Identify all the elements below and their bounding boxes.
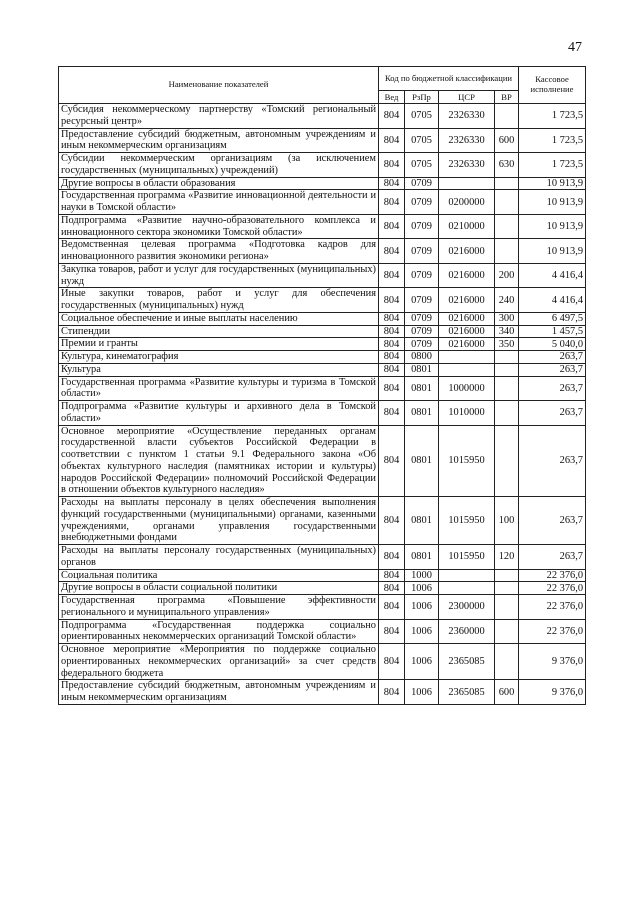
row-csr: 0216000 [439, 263, 495, 288]
table-row [59, 582, 586, 595]
table-row [59, 644, 586, 680]
row-csr: 0216000 [439, 325, 495, 338]
row-vr: 120 [495, 545, 519, 570]
row-rzpr: 1006 [405, 680, 439, 705]
table-row [59, 153, 586, 178]
row-ved: 804 [379, 425, 405, 497]
header-ved: Вед [379, 91, 405, 104]
row-amount: 263,7 [519, 363, 586, 376]
row-rzpr: 1006 [405, 644, 439, 680]
row-csr: 2360000 [439, 619, 495, 644]
row-vr [495, 104, 519, 129]
row-csr: 2326330 [439, 128, 495, 153]
row-ved: 804 [379, 363, 405, 376]
row-amount: 10 913,9 [519, 190, 586, 215]
row-rzpr: 0801 [405, 425, 439, 497]
row-rzpr: 0709 [405, 214, 439, 239]
row-csr: 1015950 [439, 425, 495, 497]
row-vr: 300 [495, 312, 519, 325]
row-ved: 804 [379, 376, 405, 401]
table-row [59, 569, 586, 582]
row-name: Культура, кинематография [59, 351, 379, 364]
table-body [59, 104, 586, 705]
header-code-group: Код по бюджетной классификации [379, 67, 519, 91]
row-amount: 263,7 [519, 376, 586, 401]
row-amount: 4 416,4 [519, 263, 586, 288]
row-rzpr: 0801 [405, 401, 439, 426]
row-amount: 22 376,0 [519, 582, 586, 595]
row-vr [495, 177, 519, 190]
row-ved: 804 [379, 582, 405, 595]
row-amount: 263,7 [519, 351, 586, 364]
row-csr: 2365085 [439, 680, 495, 705]
row-amount: 5 040,0 [519, 338, 586, 351]
table-row [59, 263, 586, 288]
row-csr [439, 582, 495, 595]
row-amount: 263,7 [519, 497, 586, 545]
row-amount: 22 376,0 [519, 619, 586, 644]
row-vr: 350 [495, 338, 519, 351]
row-vr [495, 214, 519, 239]
row-ved: 804 [379, 239, 405, 264]
table-row [59, 128, 586, 153]
table-row [59, 177, 586, 190]
table-row [59, 288, 586, 313]
row-amount: 1 457,5 [519, 325, 586, 338]
row-vr [495, 595, 519, 620]
row-amount: 10 913,9 [519, 214, 586, 239]
row-csr: 0216000 [439, 239, 495, 264]
table-row [59, 401, 586, 426]
row-rzpr: 1000 [405, 569, 439, 582]
row-name: Другие вопросы в области социальной политики [59, 582, 379, 595]
row-ved: 804 [379, 288, 405, 313]
row-ved: 804 [379, 190, 405, 215]
row-rzpr: 0801 [405, 363, 439, 376]
row-amount: 263,7 [519, 425, 586, 497]
row-vr [495, 239, 519, 264]
header-rzpr: РзПр [405, 91, 439, 104]
row-vr [495, 425, 519, 497]
row-name: Иные закупки товаров, работ и услуг для обеспечения государственных (муниципальных) нужд [59, 288, 379, 313]
row-amount: 22 376,0 [519, 569, 586, 582]
row-ved: 804 [379, 153, 405, 178]
row-name: Государственная программа «Развитие культуры и туризма в Томской области» [59, 376, 379, 401]
row-name: Культура [59, 363, 379, 376]
row-csr: 1015950 [439, 545, 495, 570]
row-name: Субсидия некоммерческому партнерству «Томский региональный ресурсный центр» [59, 104, 379, 129]
row-csr: 1010000 [439, 401, 495, 426]
row-ved: 804 [379, 569, 405, 582]
row-amount: 1 723,5 [519, 153, 586, 178]
row-rzpr: 1006 [405, 595, 439, 620]
table-row [59, 363, 586, 376]
row-vr: 200 [495, 263, 519, 288]
row-csr: 2326330 [439, 104, 495, 129]
row-vr [495, 582, 519, 595]
table-row [59, 425, 586, 497]
row-amount: 9 376,0 [519, 644, 586, 680]
row-ved: 804 [379, 595, 405, 620]
row-name: Расходы на выплаты персоналу в целях обеспечения выполнения функций государственными (муниципальными) органами, казенными учреждениями, органами управления государственными внебюджетными фондами [59, 497, 379, 545]
row-vr [495, 351, 519, 364]
row-amount: 1 723,5 [519, 104, 586, 129]
row-csr [439, 363, 495, 376]
row-ved: 804 [379, 644, 405, 680]
row-csr: 2300000 [439, 595, 495, 620]
row-ved: 804 [379, 263, 405, 288]
row-vr [495, 401, 519, 426]
row-name: Субсидии некоммерческим организациям (за исключением государственных (муниципальных) учреждений) [59, 153, 379, 178]
table-row [59, 497, 586, 545]
row-name: Стипендии [59, 325, 379, 338]
row-vr: 100 [495, 497, 519, 545]
row-csr: 0216000 [439, 312, 495, 325]
row-ved: 804 [379, 128, 405, 153]
row-name: Премии и гранты [59, 338, 379, 351]
row-ved: 804 [379, 325, 405, 338]
table-row [59, 545, 586, 570]
row-rzpr: 0705 [405, 104, 439, 129]
row-ved: 804 [379, 177, 405, 190]
row-name: Закупка товаров, работ и услуг для государственных (муниципальных) нужд [59, 263, 379, 288]
row-rzpr: 0705 [405, 153, 439, 178]
row-name: Социальное обеспечение и иные выплаты населению [59, 312, 379, 325]
row-amount: 4 416,4 [519, 288, 586, 313]
row-name: Расходы на выплаты персоналу государственных (муниципальных) органов [59, 545, 379, 570]
row-ved: 804 [379, 497, 405, 545]
row-vr [495, 644, 519, 680]
header-amount-column: Кассовое исполнение [519, 67, 586, 104]
row-csr: 2326330 [439, 153, 495, 178]
header-name-column: Наименование показателей [59, 67, 379, 104]
table-row [59, 595, 586, 620]
row-name: Основное мероприятие «Осуществление переданных органам государственной власти субъектов Российской Федерации в соответствии с пунктом 1 статьи 9.1 Федерального закона «Об объектах культурного наследия (памятниках истории и культуры) народов Российской Федерации» полномочий Российской Федерации в отношении объектов культурного наследия» [59, 425, 379, 497]
row-name: Ведомственная целевая программа «Подготовка кадров для инновационного развития экономики региона» [59, 239, 379, 264]
row-amount: 10 913,9 [519, 177, 586, 190]
row-amount: 263,7 [519, 545, 586, 570]
row-ved: 804 [379, 312, 405, 325]
row-ved: 804 [379, 545, 405, 570]
table-row [59, 338, 586, 351]
row-name: Подпрограмма «Развитие культуры и архивного дела в Томской области» [59, 401, 379, 426]
header-csr: ЦСР [439, 91, 495, 104]
row-name: Предоставление субсидий бюджетным, автономным учреждениям и иным некоммерческим организациям [59, 680, 379, 705]
page-number: 47 [568, 40, 582, 55]
row-rzpr: 0801 [405, 376, 439, 401]
row-rzpr: 0709 [405, 177, 439, 190]
table-row [59, 680, 586, 705]
row-vr [495, 190, 519, 215]
row-name: Другие вопросы в области образования [59, 177, 379, 190]
table-row [59, 619, 586, 644]
row-ved: 804 [379, 680, 405, 705]
table-row [59, 325, 586, 338]
row-name: Государственная программа «Повышение эффективности регионального и муниципального управления» [59, 595, 379, 620]
row-name: Государственная программа «Развитие инновационной деятельности и науки в Томской области» [59, 190, 379, 215]
row-vr: 630 [495, 153, 519, 178]
row-csr: 1000000 [439, 376, 495, 401]
table-row [59, 312, 586, 325]
table-row [59, 351, 586, 364]
row-amount: 10 913,9 [519, 239, 586, 264]
row-ved: 804 [379, 338, 405, 351]
row-ved: 804 [379, 214, 405, 239]
row-name: Основное мероприятие «Мероприятия по поддержке социально ориентированных некоммерческих организаций» за счет средств федерального бюджета [59, 644, 379, 680]
row-ved: 804 [379, 351, 405, 364]
row-amount: 263,7 [519, 401, 586, 426]
row-rzpr: 0709 [405, 338, 439, 351]
row-rzpr: 0800 [405, 351, 439, 364]
row-csr: 1015950 [439, 497, 495, 545]
row-rzpr: 0709 [405, 239, 439, 264]
table-row [59, 104, 586, 129]
row-ved: 804 [379, 619, 405, 644]
row-rzpr: 0709 [405, 325, 439, 338]
row-name: Предоставление субсидий бюджетным, автономным учреждениям и иным некоммерческим организациям [59, 128, 379, 153]
row-vr [495, 376, 519, 401]
row-rzpr: 1006 [405, 619, 439, 644]
table-row [59, 214, 586, 239]
row-ved: 804 [379, 104, 405, 129]
row-csr [439, 351, 495, 364]
row-rzpr: 0709 [405, 288, 439, 313]
header-vr: ВР [495, 91, 519, 104]
row-name: Подпрограмма «Развитие научно-образовательного комплекса и инновационного сектора экономики Томской области» [59, 214, 379, 239]
row-rzpr: 0709 [405, 263, 439, 288]
row-csr [439, 177, 495, 190]
row-rzpr: 0801 [405, 545, 439, 570]
row-csr: 0200000 [439, 190, 495, 215]
row-csr: 0216000 [439, 288, 495, 313]
row-amount: 6 497,5 [519, 312, 586, 325]
row-amount: 22 376,0 [519, 595, 586, 620]
row-rzpr: 0705 [405, 128, 439, 153]
row-vr: 600 [495, 128, 519, 153]
row-rzpr: 0709 [405, 190, 439, 215]
row-ved: 804 [379, 401, 405, 426]
row-amount: 1 723,5 [519, 128, 586, 153]
row-csr: 2365085 [439, 644, 495, 680]
row-csr [439, 569, 495, 582]
row-vr [495, 619, 519, 644]
row-rzpr: 0709 [405, 312, 439, 325]
row-amount: 9 376,0 [519, 680, 586, 705]
table-row [59, 239, 586, 264]
row-csr: 0210000 [439, 214, 495, 239]
row-csr: 0216000 [439, 338, 495, 351]
table-row [59, 190, 586, 215]
row-vr [495, 363, 519, 376]
budget-table [58, 66, 586, 705]
row-vr: 240 [495, 288, 519, 313]
table-row [59, 376, 586, 401]
row-name: Социальная политика [59, 569, 379, 582]
row-vr: 340 [495, 325, 519, 338]
row-rzpr: 1006 [405, 582, 439, 595]
row-vr: 600 [495, 680, 519, 705]
row-rzpr: 0801 [405, 497, 439, 545]
row-vr [495, 569, 519, 582]
row-name: Подпрограмма «Государственная поддержка социально ориентированных некоммерческих организаций Томской области» [59, 619, 379, 644]
